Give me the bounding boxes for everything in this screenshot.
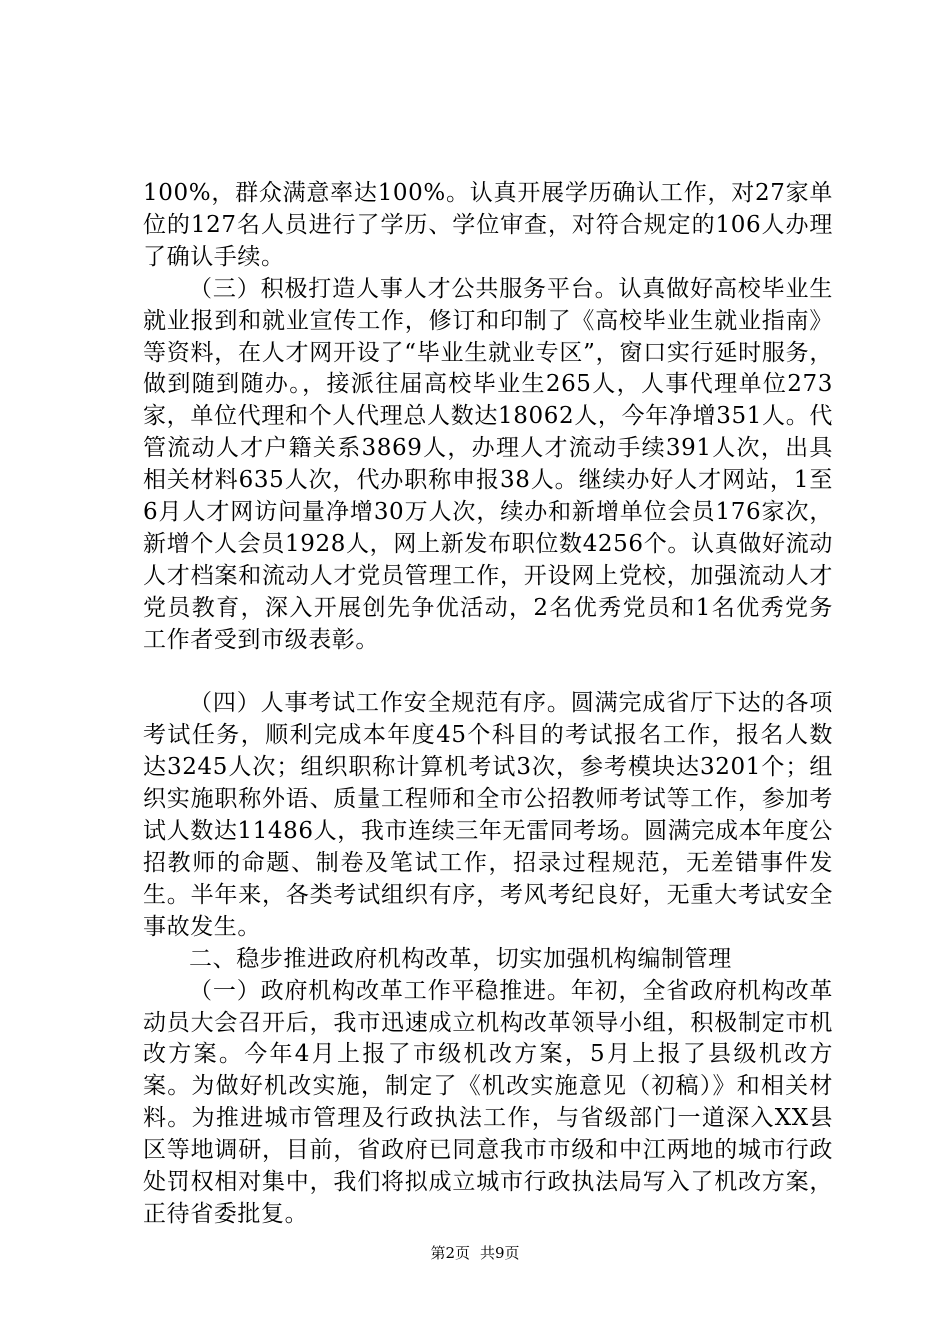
page-total: 共9页 (480, 1244, 520, 1262)
document-body (143, 178, 833, 1231)
page-footer (0, 1243, 950, 1263)
page-number: 第2页 (430, 1244, 470, 1262)
paragraph-section-3: （三）积极打造人事人才公共服务平台。认真做好高校毕业生就业报到和就业宣传工作，修订和印制了《高校毕业生就业指南》等资料，在人才网开设了“毕业生就业专区”，窗口实行延时服务，做到随到随办。，接派往届高校毕业生265人，人事代理单位273家，单位代理和个人代理总人数达18062人，今年净增351人。代管流动人才户籍关系3869人，办理人才流动手续391人次，出具相关材料635人次，代办职称申报38人。继续办好人才网站，1至6月人才网访问量净增30万人次，续办和新增单位会员176家次，新增个人会员1928人，网上新发布职位数4256个。认真做好流动人才档案和流动人才党员管理工作，开设网上党校，加强流动人才党员教育，深入开展创先争优活动，2名优秀党员和1名优秀党务工作者受到市级表彰。 (143, 275, 833, 653)
section-heading-2: 二、稳步推进政府机构改革，切实加强机构编制管理 (189, 945, 732, 972)
paragraph-section-4: （四）人事考试工作安全规范有序。圆满完成省厅下达的各项考试任务，顺利完成本年度45个科目的考试报名工作，报名人数达3245人次；组织职称计算机考试3次，参考模块达3201个；组织实施职称外语、质量工程师和全市公招教师考试等工作，参加考试人数达11486人，我市连续三年无雷同考场。圆满完成本年度公招教师的命题、制卷及笔试工作，招录过程规范，无差错事件发生。半年来，各类考试组织有序，考风考纪良好，无重大考试安全事故发生。 (143, 690, 833, 940)
paragraph-section-2-1: （一）政府机构改革工作平稳推进。年初，全省政府机构改革动员大会召开后，我市迅速成立机构改革领导小组，积极制定市机改方案。今年4月上报了市级机改方案，5月上报了县级机改方案。为做好机改实施，制定了《机改实施意见（初稿）》和相关材料。为推进城市管理及行政执法工作，与省级部门一道深入XX县区等地调研，目前，省政府已同意我市市级和中江两地的城市行政处罚权相对集中，我们将拟成立城市行政执法局写入了机改方案，正待省委批复。 (143, 977, 833, 1227)
paragraph-continuation: 100%，群众满意率达100%。认真开展学历确认工作，对27家单位的127名人员进行了学历、学位审查，对符合规定的106人办理了确认手续。 (143, 180, 833, 270)
